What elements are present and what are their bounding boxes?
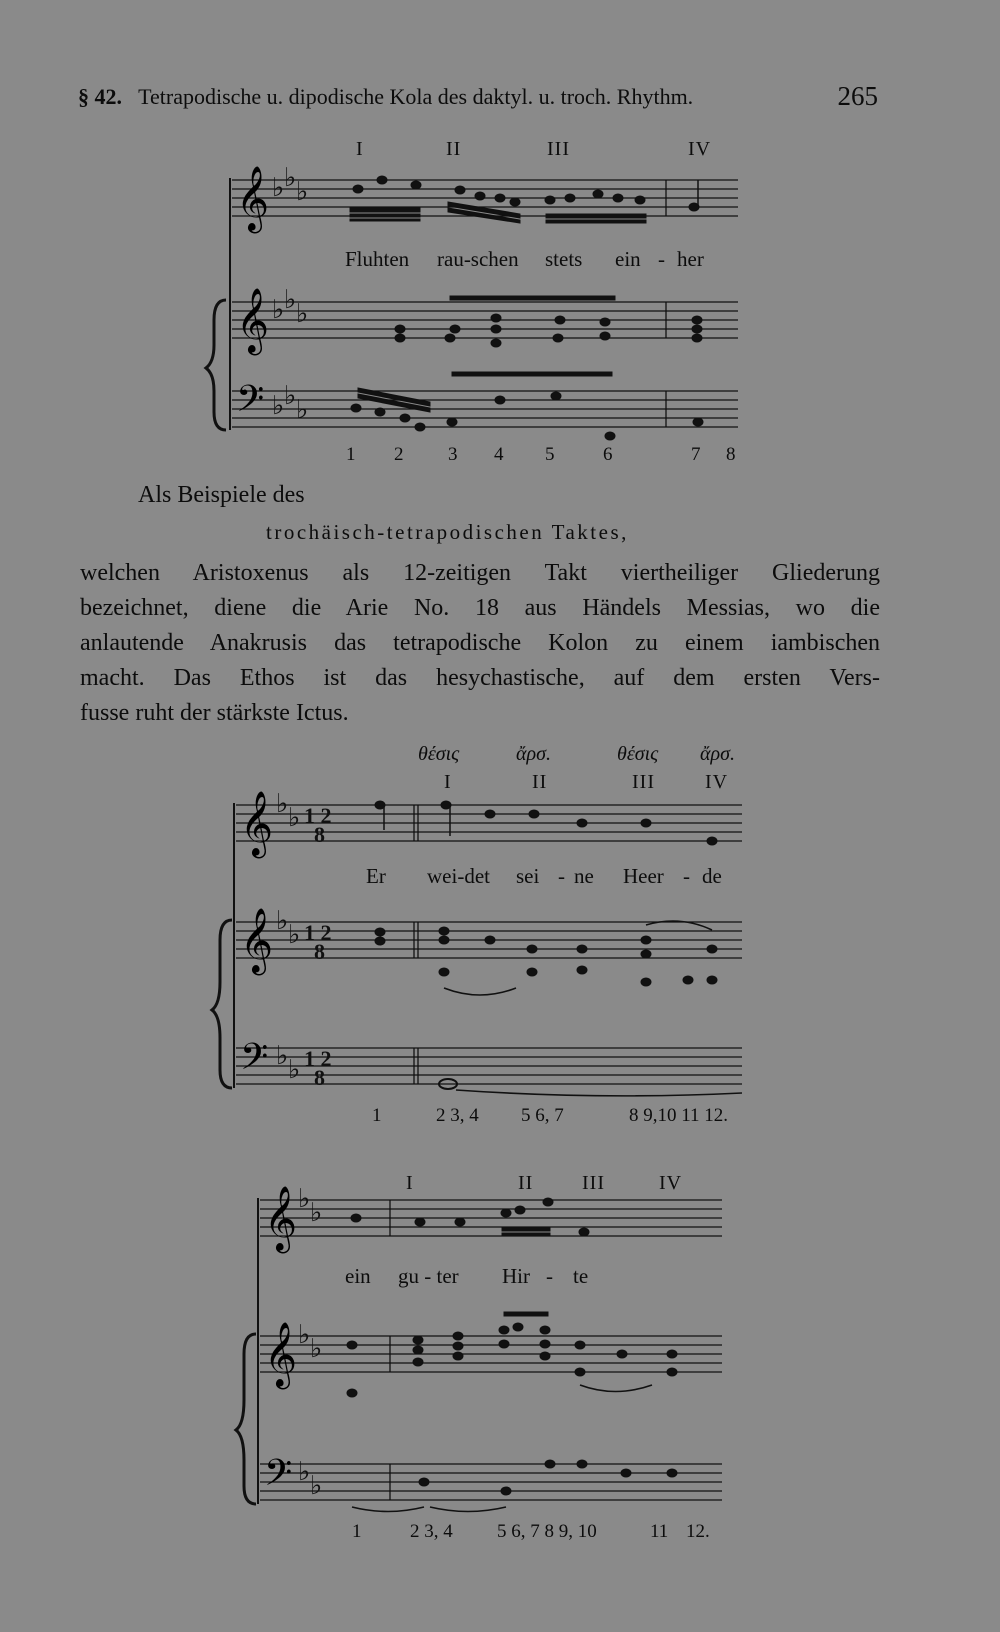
count-number: 8 9,10 11 12. bbox=[629, 1105, 729, 1126]
lyric: te bbox=[573, 1264, 589, 1288]
svg-text:♭: ♭ bbox=[298, 1184, 311, 1213]
count-number: 5 6, 7 8 9, 10 bbox=[497, 1521, 597, 1542]
brace-icon bbox=[236, 1334, 256, 1504]
count-number: 2 bbox=[394, 444, 404, 465]
greek-label: ἄρσ. bbox=[700, 743, 735, 765]
lyric: rau-schen bbox=[437, 247, 519, 271]
svg-text:1 2: 1 2 bbox=[304, 920, 332, 945]
lyric: - bbox=[683, 864, 690, 888]
lyric: sei bbox=[516, 864, 540, 888]
lyric: gu - ter bbox=[398, 1264, 459, 1288]
svg-text:♭: ♭ bbox=[272, 295, 285, 324]
roman-numeral: II bbox=[518, 1172, 534, 1194]
svg-text:♭: ♭ bbox=[298, 1320, 311, 1349]
body-paragraph bbox=[80, 556, 880, 731]
text-line: anlautende Anakrusis das tetrapodische Kolon zu einem iambischen bbox=[80, 630, 880, 656]
notes bbox=[375, 801, 717, 1089]
notes bbox=[347, 1198, 677, 1495]
lyric: Hir bbox=[502, 1264, 530, 1288]
roman-numeral: II bbox=[446, 138, 462, 160]
brace-icon bbox=[206, 300, 226, 430]
svg-text:♭: ♭ bbox=[296, 395, 309, 424]
text-line: welchen Aristoxenus als 12-zeitigen Takt viertheiliger Gliederung bbox=[80, 560, 880, 586]
page-number: 265 bbox=[837, 81, 878, 111]
score-example-2 bbox=[0, 760, 1000, 1120]
section-number: § 42. bbox=[78, 84, 122, 109]
lyric: ein bbox=[345, 1264, 371, 1288]
key-signature bbox=[276, 789, 300, 1084]
count-number: 7 bbox=[691, 444, 701, 465]
svg-text:♭: ♭ bbox=[272, 391, 285, 420]
text-line: macht. Das Ethos ist das hesychastische, auf dem ersten Vers- bbox=[80, 665, 880, 691]
lyric: - bbox=[558, 864, 565, 888]
svg-text:8: 8 bbox=[314, 939, 325, 964]
lyric: stets bbox=[545, 247, 583, 271]
score-example-3 bbox=[0, 1180, 1000, 1540]
lyric: Heer bbox=[623, 864, 664, 888]
count-number: 1 bbox=[372, 1105, 382, 1126]
lyric: - bbox=[658, 247, 665, 271]
lyric: ein bbox=[615, 247, 641, 271]
svg-text:8: 8 bbox=[314, 822, 325, 847]
svg-text:♭: ♭ bbox=[310, 1198, 323, 1227]
lyric: wei-det bbox=[427, 864, 490, 888]
lyric: ne bbox=[574, 864, 594, 888]
svg-text:♭: ♭ bbox=[272, 173, 285, 202]
svg-text:♭: ♭ bbox=[284, 285, 297, 314]
svg-text:1 2: 1 2 bbox=[304, 803, 332, 828]
brace-icon bbox=[212, 920, 232, 1088]
count-number: 8 bbox=[726, 444, 736, 465]
lyric: de bbox=[702, 864, 722, 888]
svg-text:8: 8 bbox=[314, 1065, 325, 1090]
roman-numeral: III bbox=[632, 771, 655, 793]
time-signature bbox=[304, 803, 332, 1090]
spaced-heading: trochäisch-tetrapodischen Taktes, bbox=[266, 520, 629, 544]
count-number: 5 6, 7 bbox=[521, 1105, 564, 1126]
greek-label: θέσις bbox=[418, 743, 460, 765]
lyric: her bbox=[677, 247, 704, 271]
treble-clef-icon: 𝄞 bbox=[264, 1324, 298, 1386]
greek-label: ἄρσ. bbox=[516, 743, 551, 765]
roman-numeral: IV bbox=[688, 138, 712, 160]
svg-text:♭: ♭ bbox=[296, 177, 309, 206]
section-title: Tetrapodische u. dipodische Kola des daktyl. u. troch. Rhythm. bbox=[138, 84, 694, 109]
roman-numeral: IV bbox=[659, 1172, 683, 1194]
count-number: 4 bbox=[494, 444, 504, 465]
roman-numeral: IV bbox=[705, 771, 729, 793]
count-number: 1 bbox=[346, 444, 356, 465]
svg-text:♭: ♭ bbox=[288, 1055, 301, 1084]
text-line: fusse ruht der stärkste Ictus. bbox=[80, 700, 349, 726]
text-line: bezeichnet, diene die Arie No. 18 aus Händels Messias, wo die bbox=[80, 595, 880, 621]
count-number: 2 3, 4 bbox=[436, 1105, 479, 1126]
roman-numeral: I bbox=[444, 771, 452, 793]
svg-text:1 2: 1 2 bbox=[304, 1046, 332, 1071]
intro-text: Als Beispiele des bbox=[138, 482, 305, 508]
svg-text:♭: ♭ bbox=[296, 299, 309, 328]
lyric: - bbox=[546, 1264, 553, 1288]
count-number: 5 bbox=[545, 444, 555, 465]
score-example-1 bbox=[0, 0, 1000, 470]
roman-numeral: I bbox=[356, 138, 364, 160]
lyric: Er bbox=[366, 864, 386, 888]
svg-text:♭: ♭ bbox=[284, 381, 297, 410]
roman-numeral: I bbox=[406, 1172, 414, 1194]
count-number: 2 3, 4 bbox=[410, 1521, 453, 1542]
svg-text:♭: ♭ bbox=[288, 920, 301, 949]
roman-numeral: II bbox=[532, 771, 548, 793]
svg-text:♭: ♭ bbox=[298, 1457, 311, 1486]
ties bbox=[444, 921, 742, 1096]
svg-text:♭: ♭ bbox=[284, 163, 297, 192]
bass-clef-icon: 𝄢 bbox=[264, 1453, 293, 1502]
count-number: 1 bbox=[352, 1521, 362, 1542]
greek-label: θέσις bbox=[617, 743, 659, 765]
count-number: 11 bbox=[650, 1521, 669, 1542]
lyric: Fluhten bbox=[345, 247, 410, 271]
treble-clef-icon: 𝄞 bbox=[236, 168, 270, 230]
treble-clef-icon: 𝄞 bbox=[240, 793, 274, 855]
svg-text:♭: ♭ bbox=[310, 1471, 323, 1500]
key-signature bbox=[298, 1184, 322, 1500]
svg-text:♭: ♭ bbox=[276, 906, 289, 935]
count-number: 12. bbox=[686, 1521, 710, 1542]
svg-text:♭: ♭ bbox=[276, 789, 289, 818]
count-number: 3 bbox=[448, 444, 458, 465]
roman-numeral: III bbox=[582, 1172, 605, 1194]
staff-lines bbox=[258, 1198, 722, 1504]
svg-text:♭: ♭ bbox=[276, 1041, 289, 1070]
key-signature bbox=[272, 163, 308, 424]
treble-clef-icon: 𝄞 bbox=[240, 910, 274, 972]
treble-clef-icon: 𝄞 bbox=[236, 290, 270, 352]
bass-clef-icon: 𝄢 bbox=[240, 1037, 269, 1086]
bass-clef-icon: 𝄢 bbox=[236, 379, 265, 428]
svg-text:♭: ♭ bbox=[310, 1334, 323, 1363]
svg-text:♭: ♭ bbox=[288, 803, 301, 832]
roman-numeral: III bbox=[547, 138, 570, 160]
count-number: 6 bbox=[603, 444, 613, 465]
treble-clef-icon: 𝄞 bbox=[264, 1188, 298, 1250]
